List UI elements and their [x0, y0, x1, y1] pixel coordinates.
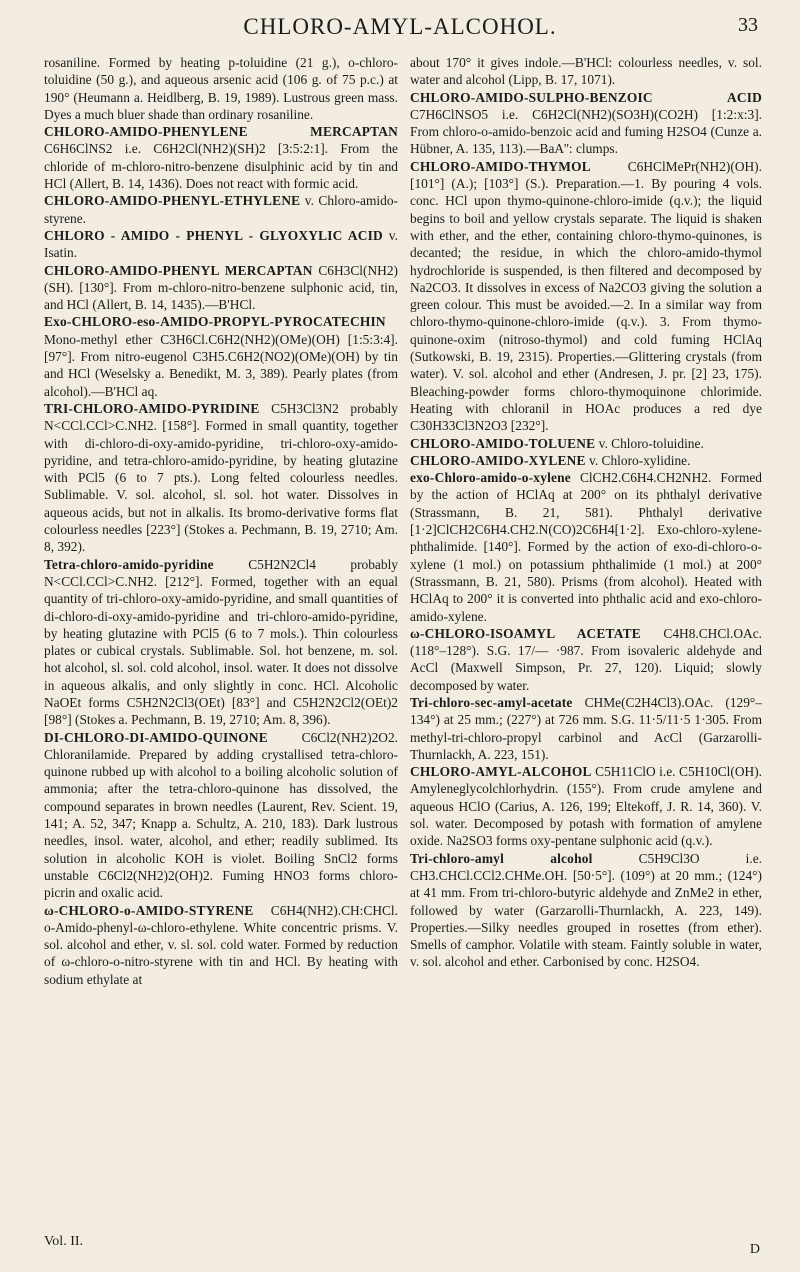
entry-text: C6HClMePr(NH2)(OH). [101°] (A.); [103°] (S.). Preparation.—1. By pouring 4 vols. conc. HCl upon thymo-quinone-chloro-imide (q.v.); the liquid begins to boil and yellow crystals separate. The liquid is shaken with ether, and the ether, containing chloro-thymo-quinones, is decanted; the residue, in which the chloro-amido-thymol hydrochloride is suspended, is then filtered and decomposed by Na2CO3. It dissolves in excess of Na2CO3 giving the solution a green colour. This must be avoided.—2. In a similar way from chloro-thymo-quinone-chloro-imide (q.v.). 3. From thymo-quinone-oxim (nitroso-thymol) and cold fuming HClAq (Sutkowski, B. 19, 2315). Properties.—Glittering crystals (from water). V. sol. alcohol and ether (Andresen, J. pr. [2] 23, 175). Bleaching-powder forms chloro-thymoquinone chlorimide. Heating with chloranil in HOAc produces a red dye C30H33Cl3N2O3 [232°].: [410, 158, 762, 434]
entry-heading: CHLORO - AMIDO - PHENYL - GLYOXYLIC ACID: [44, 227, 383, 243]
entry-paragraph: [410, 54, 762, 89]
entry-paragraph: [410, 89, 762, 158]
entry-text: v. Chloro-amido-styrene.: [44, 193, 398, 226]
entry-heading: exo-Chloro-amido-o-xylene: [410, 470, 571, 486]
entry-paragraph: [410, 435, 762, 452]
entry-paragraph: [410, 850, 762, 971]
entry-heading: CHLORO-AMIDO-PHENYLENE MERCAPTAN: [44, 124, 398, 140]
left-column: [44, 54, 398, 988]
entry-paragraph: [44, 262, 398, 314]
entry-paragraph: [44, 192, 398, 227]
entry-text: Mono-methyl ether C3H6Cl.C6H2(NH2)(OMe)(OH) [1:5:3:4]. [97°]. From nitro-eugenol C3H5.C6H2(NO2)(OMe)(OH) by tin and HCl (Weselsky a. Benedikt, M. 3, 389). Pearly plates (from alcohol).—B'HCl aq.: [44, 331, 398, 399]
entry-paragraph: [410, 158, 762, 435]
entry-heading: CHLORO-AMIDO-PHENYL-ETHYLENE: [44, 193, 301, 209]
entry-text: v. Chloro-toluidine.: [598, 435, 704, 451]
entry-text: C7H6ClNSO5 i.e. C6H2Cl(NH2)(SO3H)(CO2H) [1:2:x:3]. From chloro-o-amido-benzoic acid and fuming H2SO4 (Cunze a. Hübner, A. 135, 113).—BaA'': clumps.: [410, 106, 762, 157]
entry-heading: CHLORO-AMIDO-SULPHO-BENZOIC ACID: [410, 89, 762, 105]
entry-text: CHMe(C2H4Cl3).OAc. (129°–134°) at 25 mm.; (227°) at 726 mm. S.G. 11·5/11·5 1·305. From methyl-tri-chloro-propyl carbinol and AcCl (Garzarolli-Thurnlackh, A. 223, 151).: [410, 694, 762, 762]
entry-heading: TRI-CHLORO-AMIDO-PYRIDINE: [44, 400, 260, 416]
entry-heading: CHLORO-AMIDO-THYMOL: [410, 158, 591, 174]
entry-heading: Exo-CHLORO-eso-AMIDO-PROPYL-PYROCATECHIN: [44, 314, 386, 330]
entry-paragraph: [44, 729, 398, 902]
entry-heading: Tetra-chloro-amido-pyridine: [44, 556, 214, 572]
entry-text: v. Chloro-xylidine.: [589, 452, 691, 468]
entry-heading: CHLORO-AMYL-ALCOHOL: [410, 764, 592, 780]
entry-text: C5H2N2Cl4 probably N<CCl.CCl>C.NH2. [212°]. Formed, together with an equal quantity of tri-chloro-oxy-amido-pyridine, and small quantities of di-chloro-di-oxy-amido-pyridine and tri-chloro-amido-pyridine, by heating glutazine with PCl5 (6 to 7 mols.). Thin colourless plates or cubical crystals. Sublimable. Sol. hot benzene, m. sol. hot alcohol, sl. sol. cold alcohol, insol. water. It does not dissolve in aqueous alkalis, and only slightly in conc. HCl. Alcoholic NaOEt forms C5H2N2Cl3(OEt) [83°] and C5H2N2Cl2(OEt)2 [98°] (Stokes a. Pechmann, B. 19, 2710; Am. 8, 396).: [44, 556, 398, 728]
entry-paragraph: [44, 556, 398, 729]
entry-heading: CHLORO-AMIDO-PHENYL MERCAPTAN: [44, 262, 313, 278]
entry-text: C6Cl2(NH2)2O2. Chloranilamide. Prepared by adding crystallised tetra-chloro-quinone rubbed up with alcohol to a boiling alcoholic solution of ammonia; after the tetra-chloro-quinone has dissolved, the compound separates in brown needles (Laurent, Rev. Scient. 19, 141; A. 52, 347; Knapp a. Schultz, A. 210, 183). Dark lustrous needles, insol. water, alcohol, and ether; readily sublimed. Its solution in alcoholic KOH is violet. Boiling SnCl2 forms unstable C6Cl2(NH2)2(OH)2. Fuming HNO3 forms chloro-picrin and oxalic acid.: [44, 729, 398, 901]
entry-text: C5H3Cl3N2 probably N<CCl.CCl>C.NH2. [158°]. Formed in small quantity, together with di-chloro-di-oxy-amido-pyridine, tri-chloro-oxy-amido-pyridine, and tetra-chloro-amido-pyridine, by heating glutazine with PCl5 (6 to 7 pts.). Long felted colourless needles. Sublimable. V. sol. alcohol, sl. sol. hot water. Dissolves in aqueous acids, but not in alkalis. Its bromo-derivative forms flat colourless needles [223°] (Stokes a. Pechmann, B. 19, 2710; Am. 8, 392).: [44, 400, 398, 555]
page-footer: [44, 1234, 760, 1258]
entry-text: C6H4(NH2).CH:CHCl. o-Amido-phenyl-ω-chloro-ethylene. White concentric prisms. V. sol. alcohol and ether, v. sl. sol. cold water. Formed by reduction of ω-chloro-o-nitro-styrene with tin and HCl. By heating with sodium ethylate at: [44, 902, 398, 987]
signature-mark: D: [749, 1242, 760, 1257]
entry-heading: CHLORO-AMIDO-XYLENE: [410, 452, 586, 468]
volume-label: Vol. II.: [44, 1234, 84, 1249]
entry-paragraph: [44, 902, 398, 988]
entry-heading: DI-CHLORO-DI-AMIDO-QUINONE: [44, 729, 268, 745]
page-header: [0, 10, 800, 46]
entry-paragraph: [410, 469, 762, 625]
entry-text: C5H11ClO i.e. C5H10Cl(OH). Amyleneglycolchlorhydrin. (155°). From crude amylene and aqueous HClO (Carius, A. 126, 199; Eltekoff, J. R. 14, 360). V. sol. water. Decomposed by potash with formation of amylene oxide. Na2SO3 forms oxy-pentane sulphonic acid (q.v.).: [410, 764, 762, 849]
entry-text: C4H8.CHCl.OAc. (118°–128°). S.G. 17/— ·987. From isovaleric aldehyde and AcCl (Maxwell Simpson, Pr. 27, 120). Liquid; slowly decomposed by water.: [410, 625, 762, 693]
entry-text: about 170° it gives indole.—B'HCl: colourless needles, v. sol. water and alcohol (Lipp, B. 17, 1071).: [410, 55, 762, 88]
entry-paragraph: [44, 400, 398, 556]
entry-text: C6H6ClNS2 i.e. C6H2Cl(NH2)(SH)2 [3:5:2:1]. From the chloride of m-chloro-nitro-benzene disulphinic acid by tin and HCl (Allert, B. 14, 1436). Does not react with formic acid.: [44, 141, 398, 192]
entry-paragraph: [410, 625, 762, 694]
entry-paragraph: [410, 452, 762, 469]
entry-paragraph: [44, 313, 398, 399]
entry-text: v. Isatin.: [44, 227, 398, 261]
entry-heading: Tri-chloro-sec-amyl-acetate: [410, 694, 573, 710]
entry-text: ClCH2.C6H4.CH2NH2. Formed by the action of HClAq at 200° on its phthalyl derivative (Strassmann, B. 21, 581). Phthalyl derivative [1·2]ClCH2C6H4.CH2.N(CO)2C6H4[1·2]. Exo-chloro-xylene-phthalimide. [140°]. Formed by the action of exo-di-chloro-o-xylene (1 mol.) on potassium phthalimide (1 mol.) at 200° (Strassmann, B. 21, 580). Prisms (from alcohol). Heated with HClAq to 200° it is converted into phthalic acid and exo-chloro-amido-xylene.: [410, 470, 762, 624]
right-column: [410, 54, 762, 971]
entry-heading: ω-CHLORO-o-AMIDO-STYRENE: [44, 902, 254, 918]
entry-paragraph: [44, 123, 398, 192]
entry-text: C6H3Cl(NH2)(SH). [130°]. From m-chloro-nitro-benzene sulphonic acid, tin, and HCl (Allert, B. 14, 1435).—B'HCl.: [44, 262, 398, 313]
entry-heading: CHLORO-AMIDO-TOLUENE: [410, 435, 596, 451]
entry-text: rosaniline. Formed by heating p-toluidine (21 g.), o-chloro-toluidine (50 g.), and aqueous arsenic acid (106 g. of 75 p.c.) at 190° (Heumann a. Heidlberg, B. 19, 1989). Lustrous green mass. Dyes a much bluer shade than ordinary rosaniline.: [44, 55, 398, 122]
entry-paragraph: [44, 227, 398, 262]
page-number: 33: [738, 14, 758, 36]
running-title: CHLORO-AMYL-ALCOHOL.: [243, 14, 557, 39]
entry-heading: Tri-chloro-amyl alcohol: [410, 850, 593, 866]
entry-paragraph: [410, 694, 762, 763]
entry-text: C5H9Cl3O i.e. CH3.CHCl.CCl2.CHMe.OH. [50·5°]. (109°) at 20 mm.; (124°) at 41 mm. From tri-chloro-butyric aldehyde and ZnMe2 in ether, followed by water (Garzarolli-Thurnlackh, A. 223, 149). Properties.—Silky needles grouped in rosettes (from ether). Smells of camphor. Volatile with steam. Faintly soluble in water, v. sol. alcohol and ether. Carbonised by conc. H2SO4.: [410, 850, 762, 970]
entry-paragraph: [410, 763, 762, 849]
entry-heading: ω-CHLORO-ISOAMYL ACETATE: [410, 625, 641, 641]
entry-paragraph: [44, 54, 398, 123]
